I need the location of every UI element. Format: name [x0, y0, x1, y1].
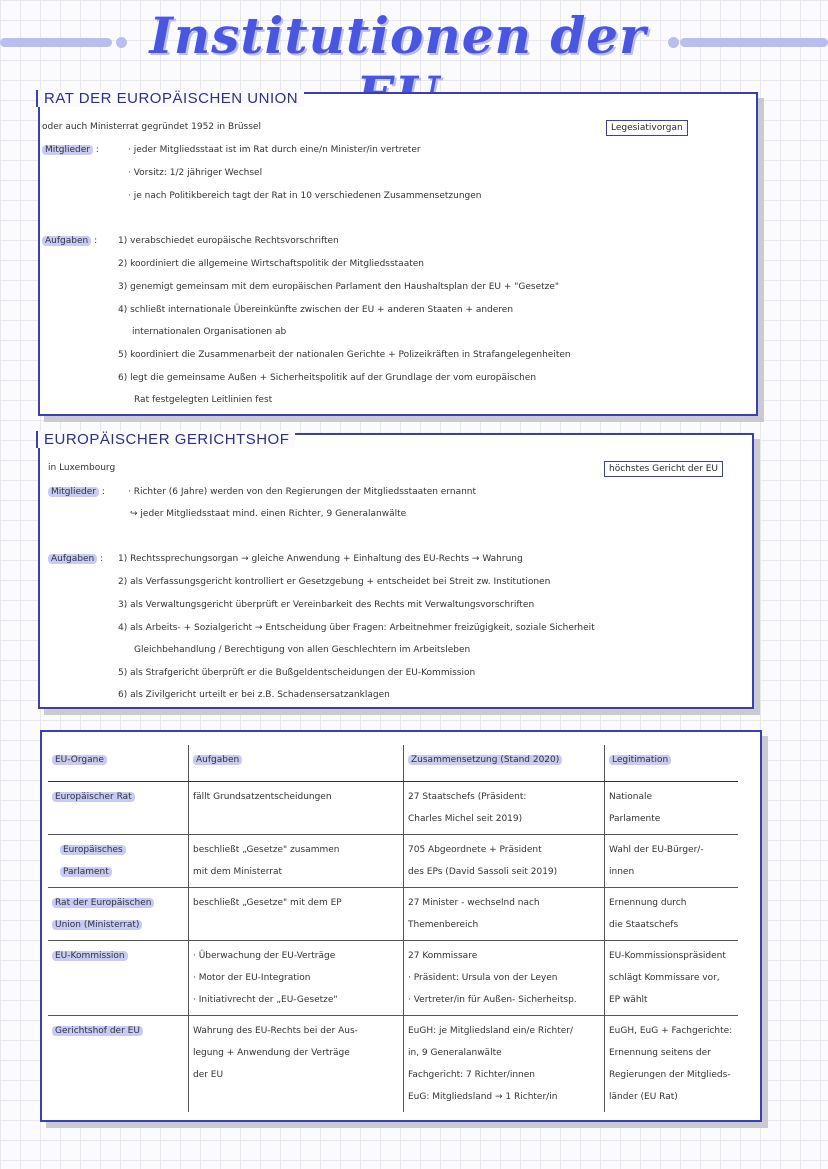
title-decoration-line-left	[0, 38, 112, 47]
rat-mitglieder-label: Mitglieder :	[42, 145, 99, 155]
gericht-intro: in Luxembourg	[48, 463, 116, 473]
gericht-aufgabe-5: 6) als Zivilgericht urteilt er bei z.B. Schadensersatzanklagen	[118, 690, 390, 700]
gericht-aufgabe-1: 2) als Verfassungsgericht kontrolliert er Gesetzgebung + entscheidet bei Streit zw. Institutionen	[118, 577, 551, 587]
gericht-aufgabe-4: 5) als Strafgericht überprüft er die Bußgeldentscheidungen der EU-Kommission	[118, 668, 476, 678]
section-rat-der-eu	[38, 92, 758, 416]
eu-organe-table	[48, 745, 738, 1112]
title-decoration-line-right	[680, 38, 828, 47]
gericht-aufgabe-3b: Gleichbehandlung / Berechtigung von allen Geschlechtern im Arbeitsleben	[134, 645, 471, 655]
cell-organ: Europäisches Parlament	[48, 835, 189, 888]
cell-zusammensetzung: 27 Kommissare · Präsident: Ursula von der Leyen · Vertreter/in für Außen- Sicherheitsp.	[404, 941, 605, 1016]
gericht-aufgabe-2: 3) als Verwaltungsgericht überprüft er Vereinbarkeit des Rechts mit Verwaltungsvorschriften	[118, 600, 535, 610]
title-decoration-dot-right	[668, 37, 679, 48]
cell-zusammensetzung: 27 Staatschefs (Präsident: Charles Michel seit 2019)	[404, 782, 605, 835]
title-decoration-dot-left	[116, 37, 127, 48]
rat-aufgabe-3b: internationalen Organisationen ab	[132, 327, 287, 337]
rat-aufgaben-label: Aufgaben :	[42, 236, 97, 246]
gericht-mitglied-1: ↪ jeder Mitgliedsstaat mind. einen Richter, 9 Generalanwälte	[130, 509, 407, 519]
cell-legitimation: Nationale Parlamente	[605, 782, 739, 835]
header-zusammensetzung: Zusammensetzung (Stand 2020)	[404, 745, 605, 782]
cell-aufgaben: Wahrung des EU-Rechts bei der Aus- legung + Anwendung der Verträge der EU	[189, 1016, 404, 1113]
gericht-mitglieder-label: Mitglieder :	[48, 487, 105, 497]
rat-mitglied-1: · Vorsitz: 1/2 jähriger Wechsel	[128, 168, 263, 178]
cell-zusammensetzung: 705 Abgeordnete + Präsident des EPs (David Sassoli seit 2019)	[404, 835, 605, 888]
rat-aufgabe-3: 4) schließt internationale Übereinkünfte zwischen der EU + anderen Staaten + anderen	[118, 305, 514, 315]
cell-zusammensetzung: EuGH: je Mitgliedsland ein/e Richter/ in, 9 Generalanwälte Fachgericht: 7 Richter/innen EuG: Mitgliedsland → 1 Richter/in	[404, 1016, 605, 1113]
table-row	[48, 941, 738, 1016]
cell-legitimation: Ernennung durch die Staatschefs	[605, 888, 739, 941]
rat-tag: Legesiativorgan	[606, 120, 688, 136]
table-row	[48, 782, 738, 835]
rat-heading: RAT DER EUROPÄISCHEN UNION	[36, 90, 304, 107]
cell-legitimation: EuGH, EuG + Fachgerichte: Ernennung seitens der Regierungen der Mitglieds- länder (EU Rat)	[605, 1016, 739, 1113]
rat-aufgabe-1: 2) koordiniert die allgemeine Wirtschaftspolitik der Mitgliedsstaaten	[118, 259, 424, 269]
header-aufgaben: Aufgaben	[189, 745, 404, 782]
gericht-heading: EUROPÄISCHER GERICHTSHOF	[36, 431, 295, 448]
cell-aufgaben: · Überwachung der EU-Verträge · Motor der EU-Integration · Initiativrecht der „EU-Gesetze"	[189, 941, 404, 1016]
rat-intro: oder auch Ministerrat gegründet 1952 in Brüssel	[42, 122, 261, 132]
gericht-aufgabe-0: 1) Rechtssprechungsorgan → gleiche Anwendung + Einhaltung des EU-Rechts → Wahrung	[118, 554, 523, 564]
cell-zusammensetzung: 27 Minister - wechselnd nach Themenbereich	[404, 888, 605, 941]
header-legitimation: Legitimation	[605, 745, 739, 782]
gericht-mitglied-0: · Richter (6 Jahre) werden von den Regierungen der Mitgliedsstaaten ernannt	[128, 487, 477, 497]
gericht-tag: höchstes Gericht der EU	[604, 461, 723, 477]
gericht-aufgabe-3: 4) als Arbeits- + Sozialgericht → Entscheidung über Fragen: Arbeitnehmer freizügigkeit, soziale Sicherheit	[118, 623, 595, 633]
gericht-aufgaben-label: Aufgaben :	[48, 554, 103, 564]
cell-legitimation: Wahl der EU-Bürger/- innen	[605, 835, 739, 888]
cell-legitimation: EU-Kommissionspräsident schlägt Kommissare vor, EP wählt	[605, 941, 739, 1016]
cell-organ: Rat der Europäischen Union (Ministerrat)	[48, 888, 189, 941]
table-row	[48, 1016, 738, 1113]
rat-mitglied-2: · je nach Politikbereich tagt der Rat in 10 verschiedenen Zusammensetzungen	[128, 191, 482, 201]
cell-aufgaben: fällt Grundsatzentscheidungen	[189, 782, 404, 835]
title-banner	[0, 0, 828, 88]
cell-aufgaben: beschließt „Gesetze" mit dem EP	[189, 888, 404, 941]
table-row	[48, 888, 738, 941]
header-eu-organe: EU-Organe	[48, 745, 189, 782]
page-title: Institutionen der	[149, 6, 647, 65]
table-header-row	[48, 745, 738, 782]
table-row	[48, 835, 738, 888]
cell-aufgaben: beschließt „Gesetze" zusammen mit dem Ministerrat	[189, 835, 404, 888]
rat-aufgabe-5: 6) legt die gemeinsame Außen + Sicherheitspolitik auf der Grundlage der vom europäischen	[118, 373, 537, 383]
rat-mitglied-0: · jeder Mitgliedsstaat ist im Rat durch eine/n Minister/in vertreter	[128, 145, 421, 155]
rat-aufgabe-0: 1) verabschiedet europäische Rechtsvorschriften	[118, 236, 339, 246]
rat-aufgabe-4: 5) koordiniert die Zusammenarbeit der nationalen Gerichte + Polizeikräften in Strafangelegenheiten	[118, 350, 571, 360]
rat-aufgabe-5b: Rat festgelegten Leitlinien fest	[134, 395, 273, 405]
rat-aufgabe-2: 3) genemigt gemeinsam mit dem europäischen Parlament den Haushaltsplan der EU + "Gesetze"	[118, 282, 560, 292]
cell-organ: EU-Kommission	[48, 941, 189, 1016]
cell-organ: Gerichtshof der EU	[48, 1016, 189, 1113]
cell-organ: Europäischer Rat	[48, 782, 189, 835]
